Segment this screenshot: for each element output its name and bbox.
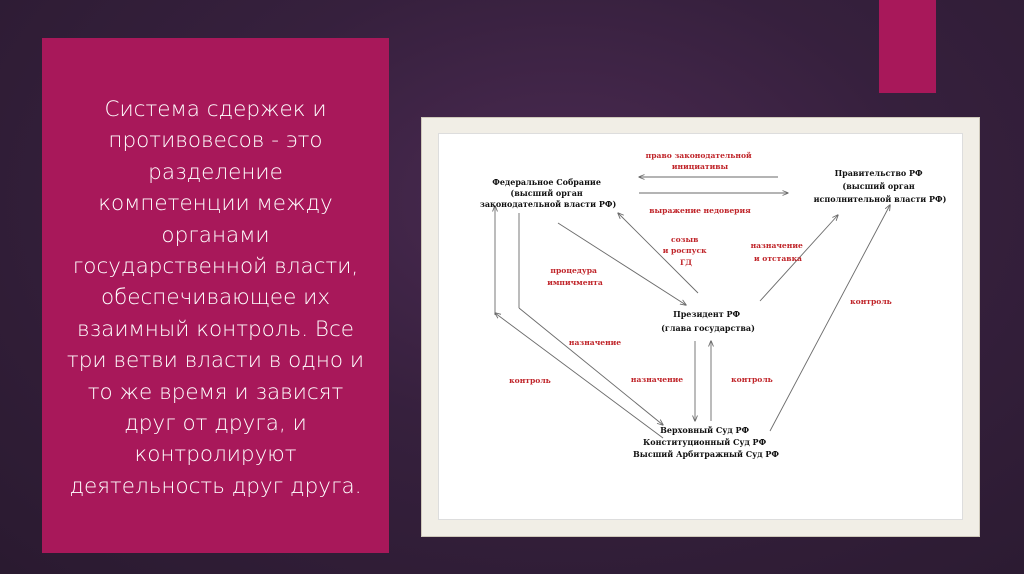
label-line: ГД [680,258,692,267]
node-line: Правительство РФ [834,168,923,178]
arrow-courts-to-government [770,205,890,431]
label-appoint-dismiss [751,241,806,263]
definition-line: обеспечивающее их [100,285,331,311]
node-president [661,309,755,333]
definition-line: органами [161,222,270,248]
label-appointment-center: назначение [630,375,684,384]
label-control-right: контроль [850,297,892,306]
label-line: право законодательной [645,151,752,160]
node-line: Верховный Суд РФ [660,425,750,435]
definition-line: друг от друга, и [124,411,307,437]
label-line: и отставка [754,254,802,263]
label-control-center: контроль [731,375,773,384]
label-line: созыв [670,235,699,244]
definition-line: государственной власти, [72,254,359,280]
definition-line: разделение [148,159,283,185]
definition-line: контролируют [134,442,297,468]
label-line: инициативы [671,162,729,171]
node-line: (высший орган [842,181,915,191]
definition-line: взаимный контроль. Все [76,316,355,342]
node-line: Президент РФ [673,309,741,319]
node-line: (высший орган [510,188,583,198]
definition-line: деятельность друг друга. [69,473,362,499]
label-no-confidence: выражение недоверия [649,206,751,215]
node-line: Федеральное Собрание [492,177,601,187]
label-dissolve-duma [663,235,709,267]
definition-panel [42,38,389,553]
node-line: Конституционный Суд РФ [643,437,767,447]
diagram-frame [421,117,980,537]
arrow-assembly-to-president [558,223,686,305]
definition-line: противовесов - это [108,128,323,154]
label-line: процедура [550,266,597,275]
node-line: (глава государства) [661,323,755,333]
definition-line: компетенции между [98,191,333,217]
label-line: импичмента [547,278,603,287]
diagram-canvas [438,133,963,520]
definition-line: Система сдержек и [104,97,327,122]
checks-balances-diagram [438,133,963,520]
node-courts [633,425,779,459]
label-appointment-left: назначение [568,338,622,347]
label-control-left: контроль [509,376,551,385]
node-line: исполнительной власти РФ) [813,194,947,204]
node-federal-assembly [480,177,617,209]
definition-text [42,94,389,502]
definition-line: то же время и зависят [87,379,344,405]
node-line: законодательной власти РФ) [479,199,617,209]
label-legislative-initiative [646,151,755,171]
label-impeachment [547,266,603,287]
label-line: назначение [750,241,803,250]
arrow-assembly-to-courts-2 [519,308,663,425]
node-line: Высший Арбитражный Суд РФ [633,449,779,459]
label-line: и роспуск [662,246,707,255]
definition-line: три ветви власти в одно и [66,348,365,374]
accent-tab [879,0,936,93]
node-government [814,168,947,204]
